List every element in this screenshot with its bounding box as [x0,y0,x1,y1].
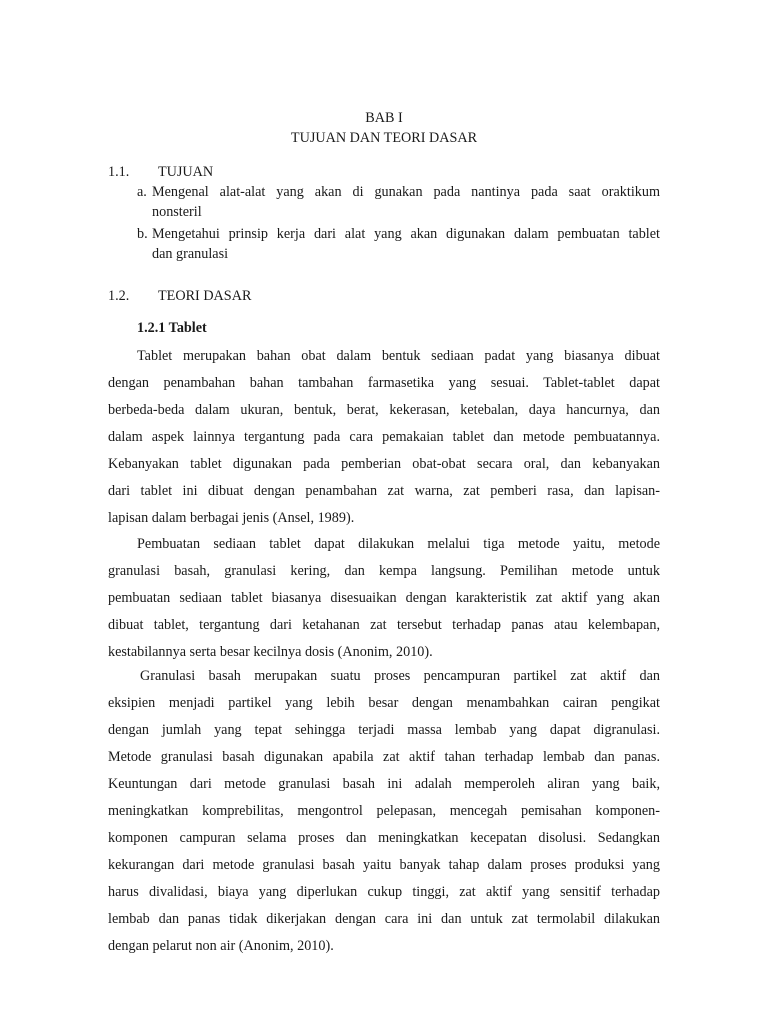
section-1-number: 1.1. [108,164,130,180]
section-1-title: TUJUAN [158,164,214,180]
section-2-number: 1.2. [108,288,130,304]
paragraph-1-line: dari tablet ini dibuat dengan penambahan zat warna, zat pemberi rasa, dan lapisan- [108,483,660,499]
paragraph-2-line: pembuatan sediaan tablet biasanya disesuaikan dengan karakteristik zat aktif yang akan [108,590,660,606]
paragraph-3-line: Keuntungan dari metode granulasi basah ini adalah memperoleh aliran yang baik, [108,776,660,792]
subsection-heading: 1.2.1 Tablet [137,320,207,336]
paragraph-2-line: kestabilannya serta besar kecilnya dosis (Anonim, 2010). [108,644,433,660]
paragraph-2-line: Pembuatan sediaan tablet dapat dilakukan melalui tiga metode yaitu, metode [137,536,660,552]
paragraph-3-line: harus divalidasi, biaya yang diperlukan cukup tinggi, zat aktif yang sensitif terhadap [108,884,660,900]
paragraph-1-line: Tablet merupakan bahan obat dalam bentuk sediaan padat yang biasanya dibuat [137,348,660,364]
list-line: nonsteril [152,204,202,220]
paragraph-3-line: Metode granulasi basah digunakan apabila zat aktif tahan terhadap lembab dan panas. [108,749,660,765]
list-line: Mengetahui prinsip kerja dari alat yang akan digunakan dalam pembuatan tablet [152,226,660,242]
list-marker: b. [137,226,148,242]
paragraph-1-line: berbeda-beda dalam ukuran, bentuk, berat, kekerasan, ketebalan, daya hancurnya, dan [108,402,660,418]
paragraph-2-line: dibuat tablet, tergantung dari ketahanan zat tersebut terhadap panas atau kelembapan, [108,617,660,633]
paragraph-3-line: dengan pelarut non air (Anonim, 2010). [108,938,334,954]
chapter-number: BAB I [365,110,403,126]
list-item-a [137,182,660,222]
list-line: dan granulasi [152,246,229,262]
chapter-title: TUJUAN DAN TEORI DASAR [290,130,478,146]
paragraph-3-line: komponen campuran selama proses dan meningkatkan kecepatan disolusi. Sedangkan [108,830,660,846]
paragraph-1-line: dalam aspek lainnya tergantung pada cara pemakaian tablet dan metode pembuatannya. [108,429,660,445]
list-marker: a. [137,184,147,200]
paragraph-1-line: lapisan dalam berbagai jenis (Ansel, 1989). [108,510,355,526]
section-2-title: TEORI DASAR [158,288,252,304]
paragraph-3-line: Granulasi basah merupakan suatu proses pencampuran partikel zat aktif dan [140,668,660,684]
paragraph-3-line: eksipien menjadi partikel yang lebih besar dengan menambahkan cairan pengikat [108,695,660,711]
paragraph-3-line: meningkatkan komprebilitas, mengontrol pelepasan, mencegah pemisahan komponen- [108,803,660,819]
paragraph-3-line: lembab dan panas tidak dikerjakan dengan cara ini dan untuk zat termolabil dilakukan [108,911,660,927]
paragraph-1-line: Kebanyakan tablet digunakan pada pemberian obat-obat secara oral, dan kebanyakan [108,456,660,472]
paragraph-2-line: granulasi basah, granulasi kering, dan kempa langsung. Pemilihan metode untuk [108,563,660,579]
paragraph-3-line: dengan jumlah yang tepat sehingga terjadi massa lembab yang dapat digranulasi. [108,722,660,738]
paragraph-1-line: dengan penambahan bahan tambahan farmasetika yang sesuai. Tablet-tablet dapat [108,375,660,391]
list-item-b [137,224,660,264]
paragraph-3-line: kekurangan dari metode granulasi basah yaitu banyak tahap dalam proses produksi yang [108,857,660,873]
list-line: Mengenal alat-alat yang akan di gunakan pada nantinya pada saat oraktikum [152,184,660,200]
